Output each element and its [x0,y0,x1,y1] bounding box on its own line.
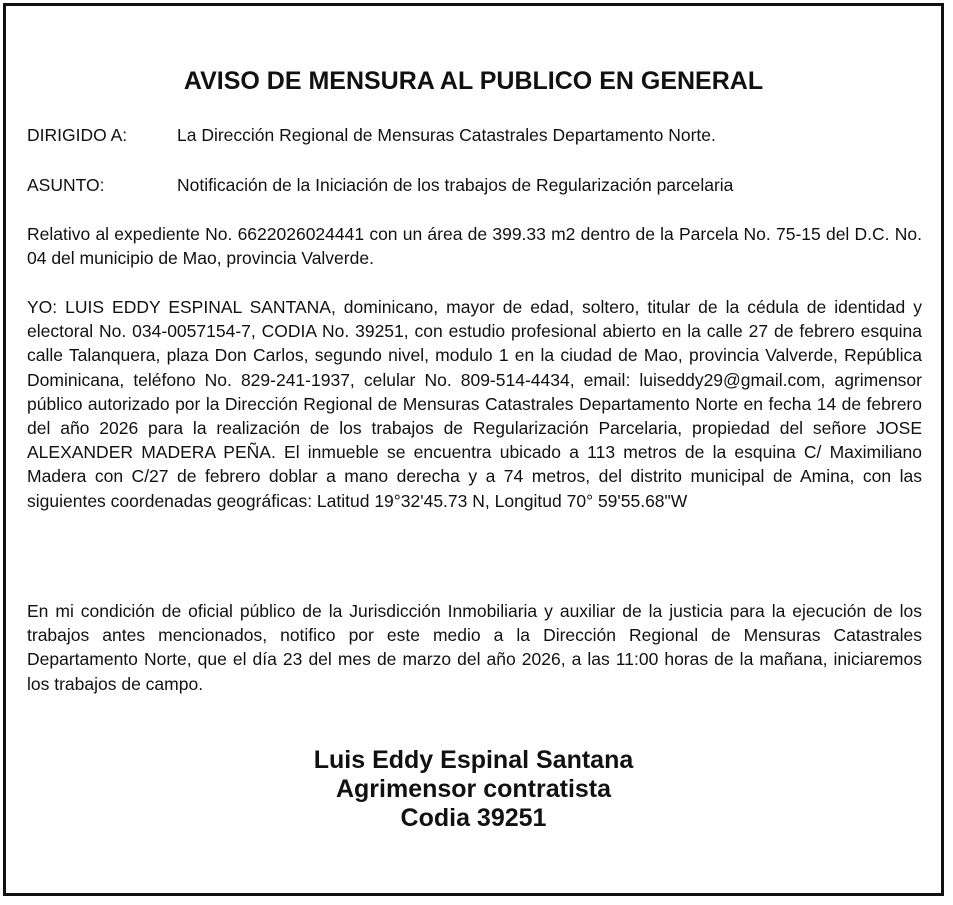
declaracion-paragraph: YO: LUIS EDDY ESPINAL SANTANA, dominicano, mayor de edad, soltero, titular de la cédula de identidad y electoral No. 034-0057154-7, CODIA No. 39251, con estudio profesional abierto en la calle 27 de febrero esquina calle Talanquera, plaza Don Carlos, segundo nivel, modulo 1 en la ciudad de Mao, provincia Valverde, República Dominicana, teléfono No. 829-241-1937, celular No. 809-514-4434, email: luiseddy29@gmail.com, agrimensor público autorizado por la Dirección Regional de Mensuras Catastrales Departamento Norte en fecha 14 de febrero del año 2026 para la realización de los trabajos de Regularización Parcelaria, propiedad del señore JOSE ALEXANDER MADERA PEÑA. El inmueble se encuentra ubicado a 113 metros de la esquina C/ Maximiliano Madera con C/27 de febrero doblar a mano derecha y a 74 metros, del distrito municipal de Amina, con las siguientes coordenadas geográficas: Latitud 19°32'45.73 N, Longitud 70° 59'55.68"W [27,297,922,511]
notice-title: AVISO DE MENSURA AL PUBLICO EN GENERAL [183,67,764,95]
asunto-value: Notificación de la Iniciación de los trabajos de Regularización parcelaria [177,175,734,195]
dirigido-value: La Dirección Regional de Mensuras Catastrales Departamento Norte. [177,125,716,145]
signature-name: Luis Eddy Espinal Santana [313,746,634,774]
signature-codia: Codia 39251 [400,804,547,832]
asunto-row [27,173,920,197]
notice-frame [3,3,944,896]
asunto-label: ASUNTO: [27,175,105,195]
dirigido-row [27,123,920,147]
expediente-paragraph: Relativo al expediente No. 6622026024441 con un área de 399.33 m2 dentro de la Parcela No. 75-15 del D.C. No. 04 del municipio de Mao, provincia Valverde. [27,224,922,269]
signature-role: Agrimensor contratista [335,775,612,803]
condicion-paragraph: En mi condición de oficial público de la Jurisdicción Inmobiliaria y auxiliar de la justicia para la ejecución de los trabajos antes mencionados, notifico por este medio a la Dirección Regional de Mensuras Catastrales Departamento Norte, que el día 23 del mes de marzo del año 2026, a las 11:00 horas de la mañana, iniciaremos los trabajos de campo. [27,601,922,694]
dirigido-label: DIRIGIDO A: [27,125,128,145]
signature-block [6,746,941,833]
